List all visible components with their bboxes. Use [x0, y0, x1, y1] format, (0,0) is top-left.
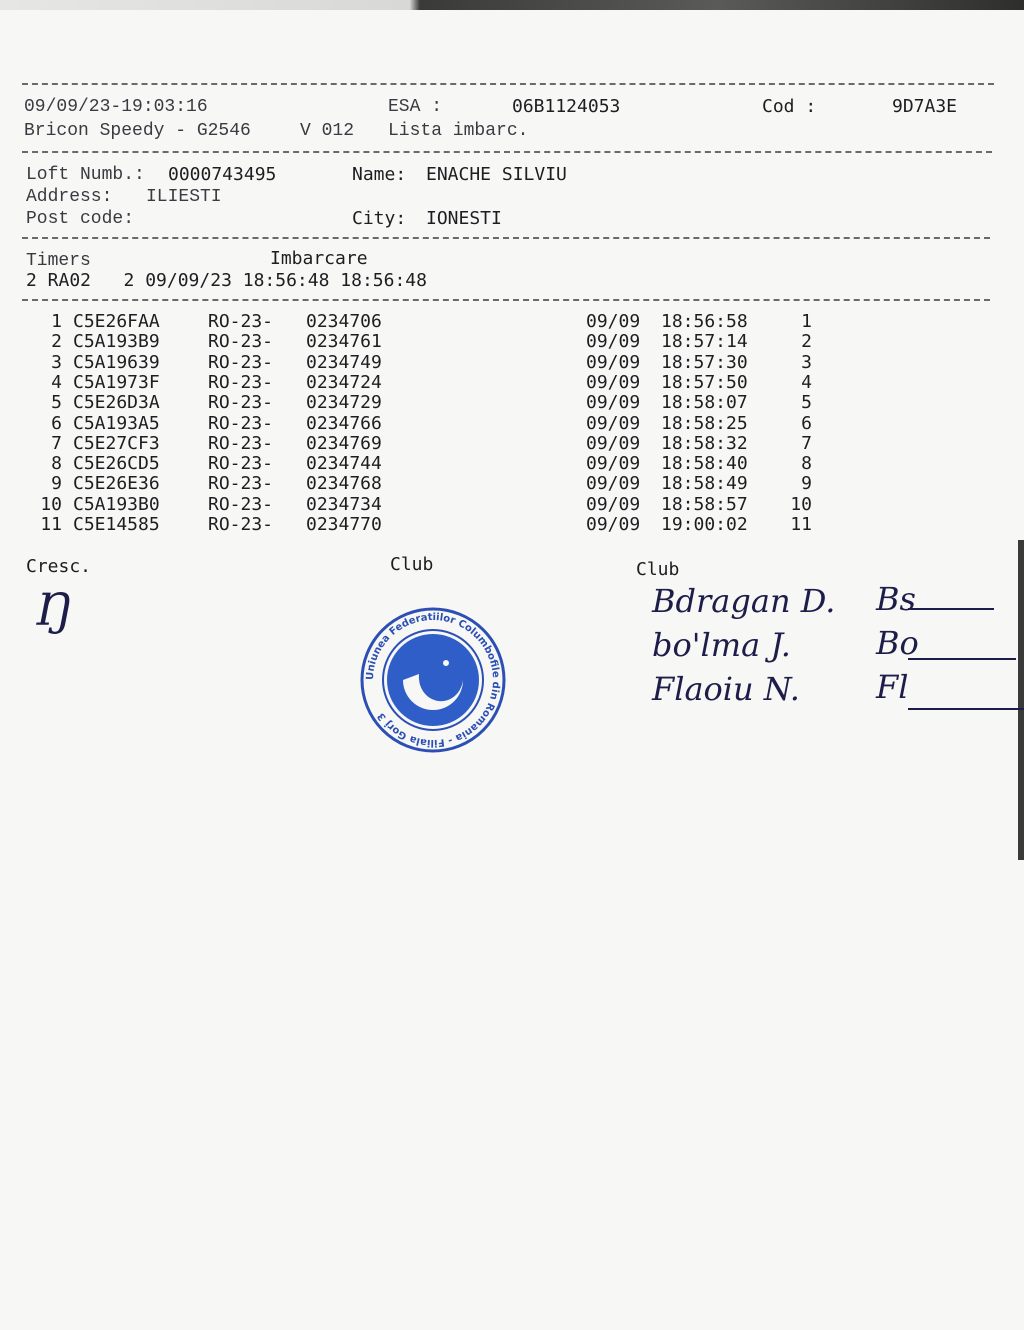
pigeon-pos: 8: [801, 453, 812, 475]
pigeon-chip: C5A193A5: [73, 412, 160, 434]
owner-name: ENACHE SILVIU: [426, 164, 567, 185]
pigeon-prefix: RO-23-: [208, 311, 274, 332]
pigeon-ring: 0234769: [306, 432, 382, 454]
cresc-label: Cresc.: [26, 556, 92, 577]
pigeon-row: [0, 454, 1024, 474]
esa-label: ESA :: [388, 97, 443, 117]
timer-line: 2 RA02 2 09/09/23 18:56:48 18:56:48: [26, 270, 427, 291]
pigeon-row: [0, 515, 1024, 535]
city-label: City:: [352, 208, 407, 229]
separator: [22, 151, 992, 153]
pigeon-n: 1: [51, 311, 62, 332]
pigeon-chip: C5A19639: [73, 351, 160, 373]
timers-label: Timers: [26, 251, 91, 271]
pigeon-time: 19:00:02: [661, 514, 748, 535]
pigeon-chip: C5E26CD5: [73, 453, 160, 475]
separator: [22, 237, 990, 239]
pigeon-row: [0, 434, 1024, 454]
pigeon-n: 9: [51, 473, 62, 495]
postcode-label: Post code:: [26, 209, 135, 229]
pigeon-row: [0, 332, 1024, 352]
pigeon-chip: C5A193B9: [73, 331, 160, 353]
pigeon-n: 2: [51, 331, 62, 353]
pigeon-pos: 4: [801, 371, 812, 393]
signature-initials: Bs: [876, 580, 916, 618]
pigeon-chip: C5A1973F: [73, 371, 160, 393]
pigeon-row: [0, 474, 1024, 494]
pigeon-time: 18:58:32: [661, 432, 748, 454]
pigeon-time: 18:58:07: [661, 392, 748, 414]
stamp-text: Uniunea Federatiilor Columbofile din Romania - Filiala Gorj 3: [364, 611, 502, 749]
signature-name: Flaoiu N.: [652, 670, 800, 708]
pigeon-pos: 7: [801, 432, 812, 454]
club-label: Club: [390, 554, 434, 575]
pigeon-ring: 0234706: [306, 311, 382, 332]
pigeon-date: 09/09: [586, 432, 641, 454]
pigeon-time: 18:57:50: [661, 371, 748, 393]
pigeon-prefix: RO-23-: [208, 331, 274, 353]
pigeon-chip: C5E14585: [73, 514, 160, 535]
signature-line: [908, 658, 1016, 660]
pigeon-prefix: RO-23-: [208, 473, 274, 495]
signature-line: [908, 608, 994, 610]
pigeon-ring: 0234749: [306, 351, 382, 373]
pigeon-prefix: RO-23-: [208, 453, 274, 475]
pigeon-chip: C5E26FAA: [73, 311, 160, 332]
city-value: IONESTI: [426, 208, 502, 229]
pigeon-pos: 5: [801, 392, 812, 414]
pigeon-ring: 0234744: [306, 453, 382, 475]
pigeon-date: 09/09: [586, 351, 641, 373]
address-label: Address:: [26, 187, 113, 207]
separator: [22, 299, 990, 301]
pigeon-row: [0, 495, 1024, 515]
pigeon-date: 09/09: [586, 392, 641, 414]
pigeon-pos: 6: [801, 412, 812, 434]
pigeon-n: 6: [51, 412, 62, 434]
pigeon-pos: 2: [801, 331, 812, 353]
pigeon-prefix: RO-23-: [208, 351, 274, 373]
signature-name: Bdragan D.: [652, 582, 836, 620]
pigeon-n: 10: [40, 493, 62, 515]
pigeon-time: 18:56:58: [661, 311, 748, 332]
pigeon-chip: C5A193B0: [73, 493, 160, 515]
pigeon-row: [0, 414, 1024, 434]
loft-label: Loft Numb.:: [26, 165, 145, 185]
pigeon-date: 09/09: [586, 514, 641, 535]
pigeon-prefix: RO-23-: [208, 432, 274, 454]
print-datetime: 09/09/23-19:03:16: [24, 97, 208, 117]
pigeon-date: 09/09: [586, 331, 641, 353]
pigeon-date: 09/09: [586, 311, 641, 332]
pigeon-ring: 0234766: [306, 412, 382, 434]
pigeon-prefix: RO-23-: [208, 514, 274, 535]
pigeon-date: 09/09: [586, 493, 641, 515]
pigeon-prefix: RO-23-: [208, 412, 274, 434]
pigeon-chip: C5E27CF3: [73, 432, 160, 454]
pigeon-row: [0, 353, 1024, 373]
loft-number: 0000743495: [168, 164, 277, 185]
pigeon-date: 09/09: [586, 453, 641, 475]
pigeon-row: [0, 393, 1024, 413]
cod-value: 9D7A3E: [892, 96, 958, 117]
pigeon-row: [0, 373, 1024, 393]
pigeon-time: 18:58:25: [661, 412, 748, 434]
pigeon-date: 09/09: [586, 371, 641, 393]
pigeon-ring: 0234729: [306, 392, 382, 414]
pigeon-n: 5: [51, 392, 62, 414]
pigeon-prefix: RO-23-: [208, 371, 274, 393]
pigeon-n: 3: [51, 351, 62, 373]
pigeon-ring: 0234724: [306, 371, 382, 393]
pigeon-n: 4: [51, 371, 62, 393]
pigeon-ring: 0234770: [306, 514, 382, 535]
club-stamp: [358, 605, 508, 755]
pigeon-row: [0, 312, 1024, 332]
pigeon-pos: 11: [790, 514, 812, 535]
pigeon-time: 18:58:57: [661, 493, 748, 515]
pigeon-pos: 10: [790, 493, 812, 515]
firmware-version: V 012: [300, 121, 355, 141]
signature-initials: Bo: [876, 624, 919, 662]
esa-value: 06B1124053: [512, 96, 621, 117]
pigeon-date: 09/09: [586, 412, 641, 434]
device-name: Bricon Speedy - G2546: [24, 121, 251, 141]
address-value: ILIESTI: [146, 187, 222, 207]
pigeon-time: 18:58:40: [661, 453, 748, 475]
signature-initials: Fl: [876, 668, 909, 706]
separator: [22, 83, 994, 85]
pigeon-date: 09/09: [586, 473, 641, 495]
pigeon-n: 8: [51, 453, 62, 475]
pigeon-ring: 0234768: [306, 473, 382, 495]
scan-edge-right: [1018, 540, 1024, 860]
signature-line: [908, 708, 1024, 710]
list-title: Lista imbarc.: [388, 121, 529, 141]
club-label-2: Club: [636, 559, 680, 580]
pigeon-time: 18:58:49: [661, 473, 748, 495]
pigeon-n: 7: [51, 432, 62, 454]
pigeon-pos: 9: [801, 473, 812, 495]
pigeon-ring: 0234734: [306, 493, 382, 515]
pigeon-chip: C5E26D3A: [73, 392, 160, 414]
pigeon-pos: 1: [801, 311, 812, 332]
pigeon-prefix: RO-23-: [208, 392, 274, 414]
signature-name: bo'lma J.: [652, 626, 791, 664]
cod-label: Cod :: [762, 96, 817, 117]
imbarcare-label: Imbarcare: [270, 248, 368, 269]
pigeon-chip: C5E26E36: [73, 473, 160, 495]
pigeon-n: 11: [40, 514, 62, 535]
breeder-signature: Ŋ: [34, 585, 72, 636]
name-label: Name:: [352, 164, 407, 185]
pigeon-ring: 0234761: [306, 331, 382, 353]
pigeon-prefix: RO-23-: [208, 493, 274, 515]
scan-edge: [0, 0, 1024, 10]
pigeon-time: 18:57:30: [661, 351, 748, 373]
pigeon-pos: 3: [801, 351, 812, 373]
pigeon-time: 18:57:14: [661, 331, 748, 353]
